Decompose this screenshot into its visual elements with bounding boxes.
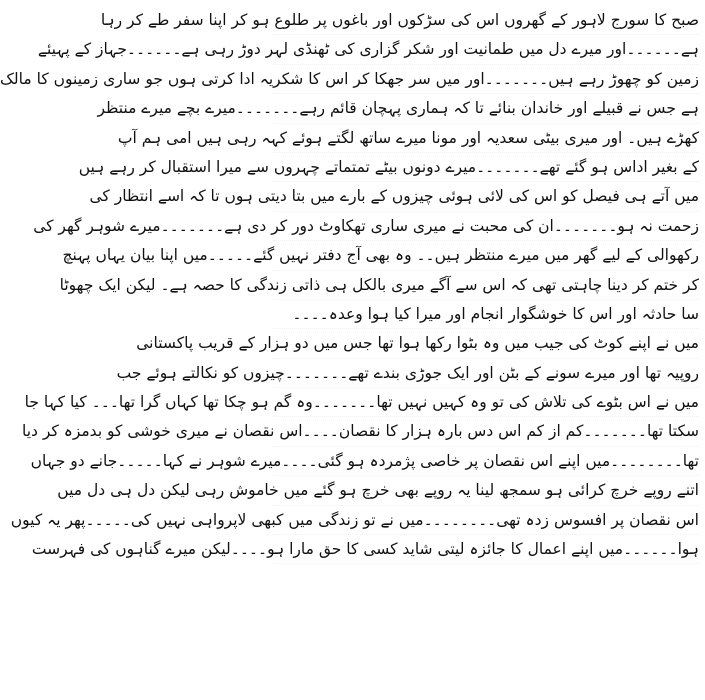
text-line: صبح کا سورج لاہور کے گھروں اس کی سڑکوں اور باغوں پر طلوع ہو کر اپنا سفر طے کر رہا xyxy=(273,6,699,35)
text-line: ہوا۔۔۔۔۔۔میں اپنے اعمال کا جائزہ لیتی شاید کسی کا حق مارا ہو۔۔۔۔لیکن میرے گناہوں کی فہرست xyxy=(273,535,699,564)
text-line: روپیہ تھا اور میرے سونے کے بٹن اور ایک جوڑی بندے تھے۔۔۔۔۔۔۔چیزوں کو نکالتے ہوئے جب xyxy=(273,359,699,388)
text-line: سکتا تھا۔۔۔۔۔۔۔کم از کم اس دس بارہ ہزار کا نقصان۔۔۔۔اس نقصان نے میری خوشی کو بدمزہ کر دیا xyxy=(273,417,699,446)
text-line: میں آتے ہی فیصل کو اس کی لائی ہوئی چیزوں کے بارے میں بتا دیتی ہوں تا کہ اسے انتظار کی xyxy=(273,182,699,211)
text-line: ہے جس نے قبیلے اور خاندان بنائے تا کہ ہماری پہچان قائم رہے۔۔۔۔۔۔۔میرے بچے میرے منتظر xyxy=(273,94,699,123)
text-line: کھڑے ہیں۔ اور میری بیٹی سعدیہ اور مونا میرے ساتھ لگتے ہوئے کہہ رہی ہیں امی ہم آپ xyxy=(273,124,699,153)
text-line: سا حادثہ اور اس کا خوشگوار انجام اور میرا کیا ہوا وعدہ۔۔۔۔ xyxy=(273,300,699,329)
text-line: میں نے اس بٹوے کی تلاش کی تو وہ کہیں نہیں تھا۔۔۔۔۔۔۔وہ گم ہو چکا تھا کہاں گرا تھا۔۔۔ کیا کہا جا xyxy=(273,388,699,417)
text-line: زمین کو چھوڑ رہے ہیں۔۔۔۔۔۔۔اور میں سر جھکا کر اس کا شکریہ ادا کرتی ہوں جو ساری زمینوں کا مالک xyxy=(273,65,699,94)
text-line: ہے۔۔۔۔۔۔اور میرے دل میں طمانیت اور شکر گزاری کی ٹھنڈی لہر دوڑ رہی ہے۔۔۔۔۔۔جہاز کے پہیئے xyxy=(273,35,699,64)
text-line: کر ختم کر دینا چاہتی تھی کہ اس سے آگے میری بالکل ہی ذاتی زندگی کا حصہ ہے۔ لیکن ایک چھوٹا xyxy=(273,271,699,300)
text-line: میں نے اپنے کوٹ کی جیب میں وہ بٹوا رکھا ہوا تھا جس میں دو ہزار کے قریب پاکستانی xyxy=(273,329,699,358)
text-line: کے بغیر اداس ہو گئے تھے۔۔۔۔۔۔۔میرے دونوں بیٹے تمتماتے چہروں سے میرا استقبال کر رہے ہیں xyxy=(273,153,699,182)
text-line: رکھوالی کے لیے گھر میں میرے منتظر ہیں۔۔ وہ بھی آج دفتر نہیں گئے۔۔۔۔۔میں اپنا بیان یہاں پہنچ xyxy=(273,241,699,270)
text-line: تھا۔۔۔۔۔۔۔۔میں اپنے اس نقصان پر خاصی پژمردہ ہو گئی۔۔۔۔میرے شوہر نے کہا۔۔۔۔۔جانے دو جہاں xyxy=(273,447,699,476)
text-line: اتنے روپے خرچ کرائی ہو سمجھ لینا یہ روپے بھی خرچ ہو گئے میں خاموش رہی لیکن دل ہی دل میں xyxy=(273,476,699,505)
text-line: اس نقصان پر افسوس زدہ تھی۔۔۔۔۔۔۔۔میں نے تو زندگی میں کبھی لاپرواہی نہیں کی۔۔۔۔۔پھر یہ کیوں xyxy=(273,506,699,535)
text-line: زحمت نہ ہو۔۔۔۔۔۔۔ان کی محبت نے میری ساری تھکاوٹ دور کر دی ہے۔۔۔۔۔۔۔میرے شوہر گھر کی xyxy=(273,212,699,241)
